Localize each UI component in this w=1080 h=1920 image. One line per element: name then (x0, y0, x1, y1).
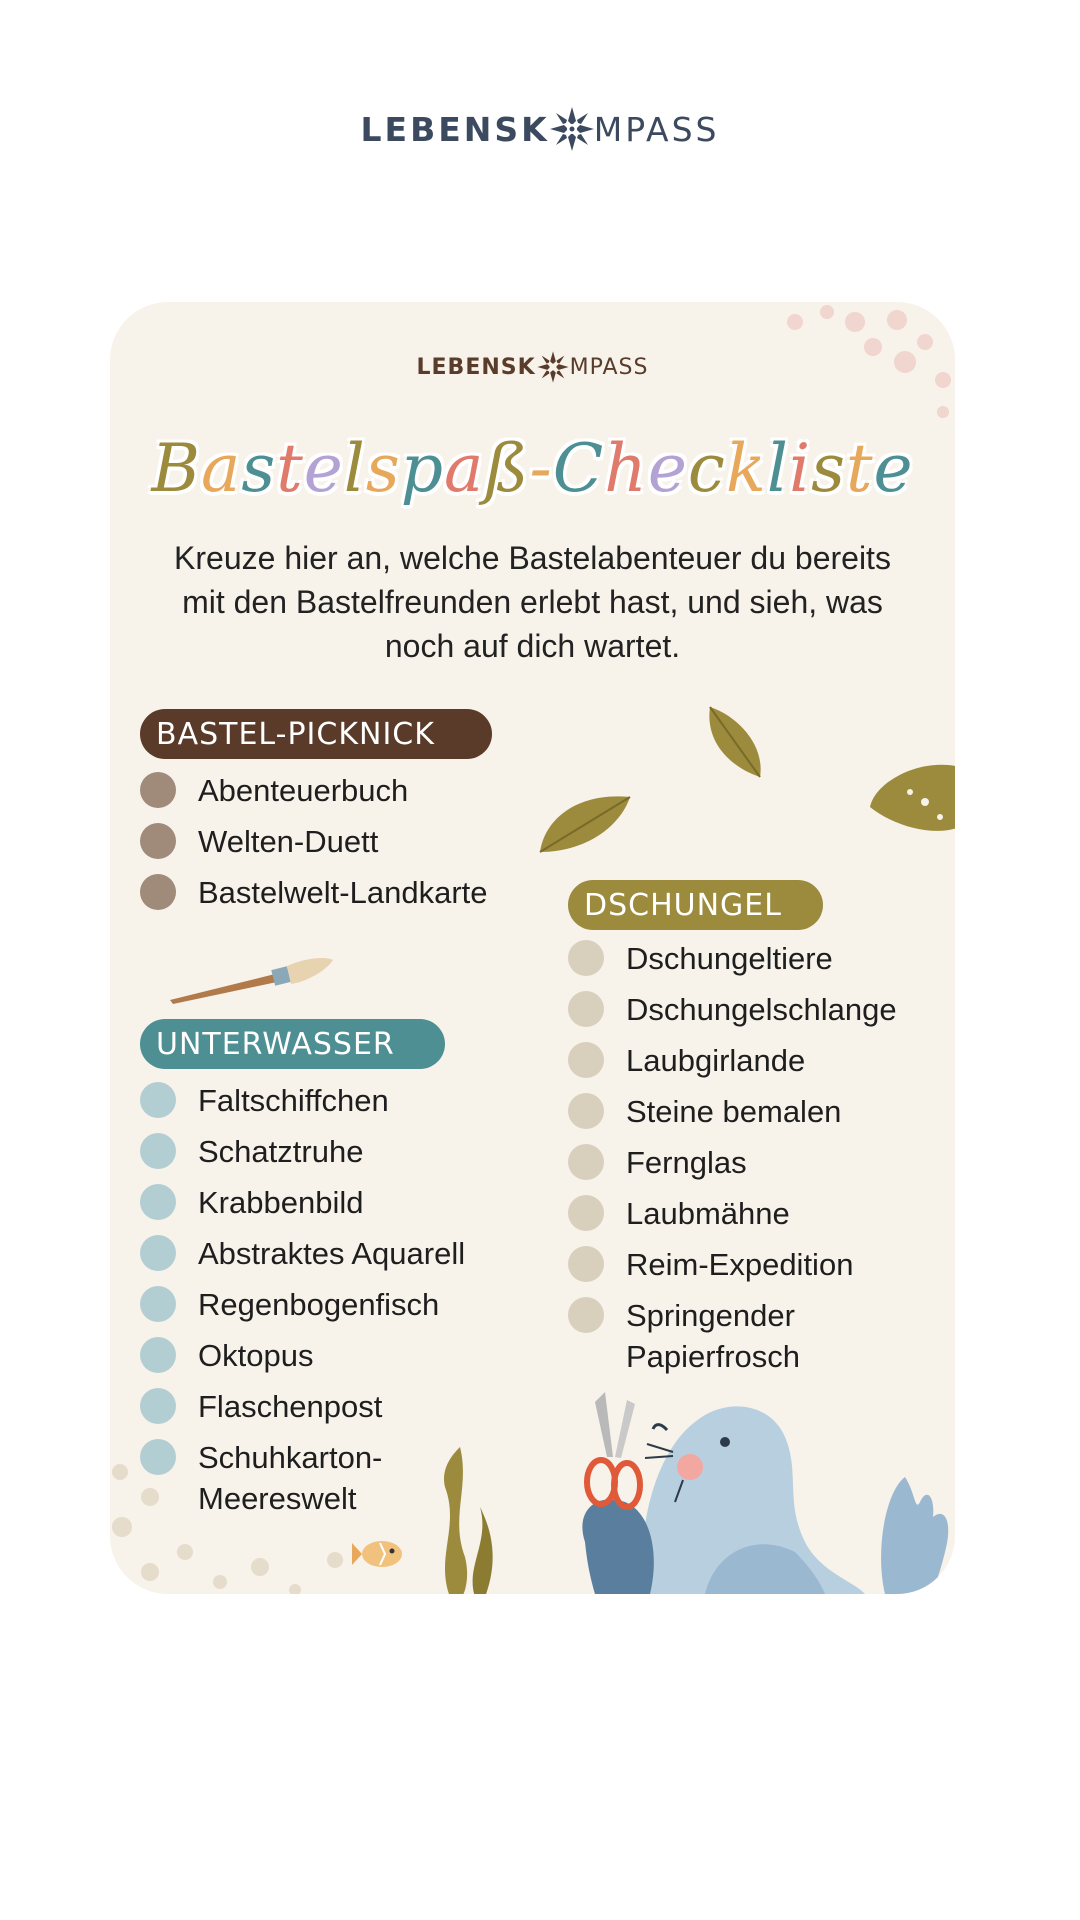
list-item[interactable] (140, 1284, 530, 1325)
list-item-label: Flaschenpost (198, 1389, 383, 1424)
list-item[interactable] (140, 1386, 530, 1427)
seaweed-icon (430, 1447, 500, 1594)
picknick-list (140, 770, 488, 923)
list-item[interactable] (140, 770, 488, 811)
checkbox-dot[interactable] (140, 1133, 176, 1169)
checkbox-dot[interactable] (140, 1235, 176, 1271)
list-item-label: Laubmähne (626, 1196, 790, 1231)
section-label-unterwasser (140, 1019, 445, 1069)
fish-icon (352, 1535, 407, 1573)
list-item[interactable] (140, 872, 488, 913)
brand-logo-bold: LEBENSK (360, 109, 550, 149)
card-brand-logo (110, 350, 955, 384)
checkbox-dot[interactable] (568, 1042, 604, 1078)
checkbox-dot[interactable] (140, 1388, 176, 1424)
section-label-dschungel (568, 880, 823, 930)
list-item-label: Abenteuerbuch (198, 773, 409, 808)
section-label-picknick (140, 709, 492, 759)
list-item-label: Laubgirlande (626, 1043, 806, 1078)
dschungel-list (568, 938, 948, 1387)
list-item[interactable] (568, 1040, 948, 1081)
list-item-label: Regenbogenfisch (198, 1287, 440, 1322)
list-item-label: Dschungelschlange (626, 992, 897, 1027)
checkbox-dot[interactable] (140, 772, 176, 808)
list-item-label: Dschungeltiere (626, 941, 833, 976)
list-item-label: Welten-Duett (198, 824, 379, 859)
list-item[interactable] (140, 1131, 530, 1172)
checkbox-dot[interactable] (140, 1082, 176, 1118)
list-item-label: Oktopus (198, 1338, 314, 1373)
list-item[interactable] (568, 1193, 948, 1234)
list-item-label: Faltschiffchen (198, 1083, 389, 1118)
checkbox-dot[interactable] (140, 1286, 176, 1322)
list-item[interactable] (568, 938, 948, 979)
checkbox-dot[interactable] (568, 1093, 604, 1129)
list-item-label: Schatztruhe (198, 1134, 364, 1169)
list-item-label: Reim-Expedition (626, 1247, 854, 1282)
checkbox-dot[interactable] (140, 1184, 176, 1220)
card-brand-logo-rest: MPASS (569, 354, 649, 380)
page-title (110, 430, 955, 507)
leaf-icon (535, 787, 635, 857)
checklist-card (110, 302, 955, 1594)
list-item-label: Fernglas (626, 1145, 747, 1180)
checkbox-dot[interactable] (140, 823, 176, 859)
list-item[interactable] (568, 1244, 948, 1285)
list-item-label: Springender Papierfrosch (626, 1298, 801, 1374)
checkbox-dot[interactable] (568, 1297, 604, 1333)
checkbox-dot[interactable] (140, 1337, 176, 1373)
compass-flower-icon (548, 105, 596, 153)
section-label-text: DSCHUNGEL (584, 887, 782, 923)
paintbrush-icon (165, 952, 335, 1007)
brand-logo-rest: MPASS (593, 109, 720, 149)
page-title-text: Bastelspaß-Checkliste (151, 430, 914, 507)
decorative-dots-bottom (110, 1442, 370, 1594)
subtitle: Kreuze hier an, welche Bastelabenteuer du bereits mit den Bastelfreunden erlebt hast, und sieh, was noch auf dich wartet. (174, 540, 891, 665)
list-item[interactable] (140, 1233, 530, 1274)
list-item[interactable] (140, 1335, 530, 1376)
checkbox-dot[interactable] (568, 940, 604, 976)
list-item[interactable] (140, 1182, 530, 1223)
list-item-label: Krabbenbild (198, 1185, 364, 1220)
list-item-label: Schuhkarton-Meereswelt (198, 1440, 383, 1516)
section-label-text: BASTEL-PICKNICK (156, 716, 435, 752)
monstera-leaf-icon (865, 757, 955, 847)
list-item-label: Steine bemalen (626, 1094, 842, 1129)
card-brand-logo-bold: LEBENSK (416, 354, 536, 380)
list-item-label: Bastelwelt-Landkarte (198, 875, 488, 910)
checkbox-dot[interactable] (568, 991, 604, 1027)
compass-flower-icon (536, 350, 570, 384)
list-item[interactable] (140, 821, 488, 862)
section-label-text: UNTERWASSER (156, 1026, 395, 1062)
list-item[interactable] (140, 1080, 530, 1121)
list-item[interactable] (568, 989, 948, 1030)
checkbox-dot[interactable] (568, 1246, 604, 1282)
seal-with-scissors-illustration (555, 1382, 955, 1594)
list-item[interactable] (568, 1295, 948, 1377)
leaf-icon (700, 702, 770, 782)
checkbox-dot[interactable] (140, 874, 176, 910)
list-item[interactable] (568, 1142, 948, 1183)
brand-logo (0, 105, 1080, 153)
list-item[interactable] (568, 1091, 948, 1132)
list-item-label: Abstraktes Aquarell (198, 1236, 466, 1271)
checkbox-dot[interactable] (568, 1144, 604, 1180)
checkbox-dot[interactable] (568, 1195, 604, 1231)
